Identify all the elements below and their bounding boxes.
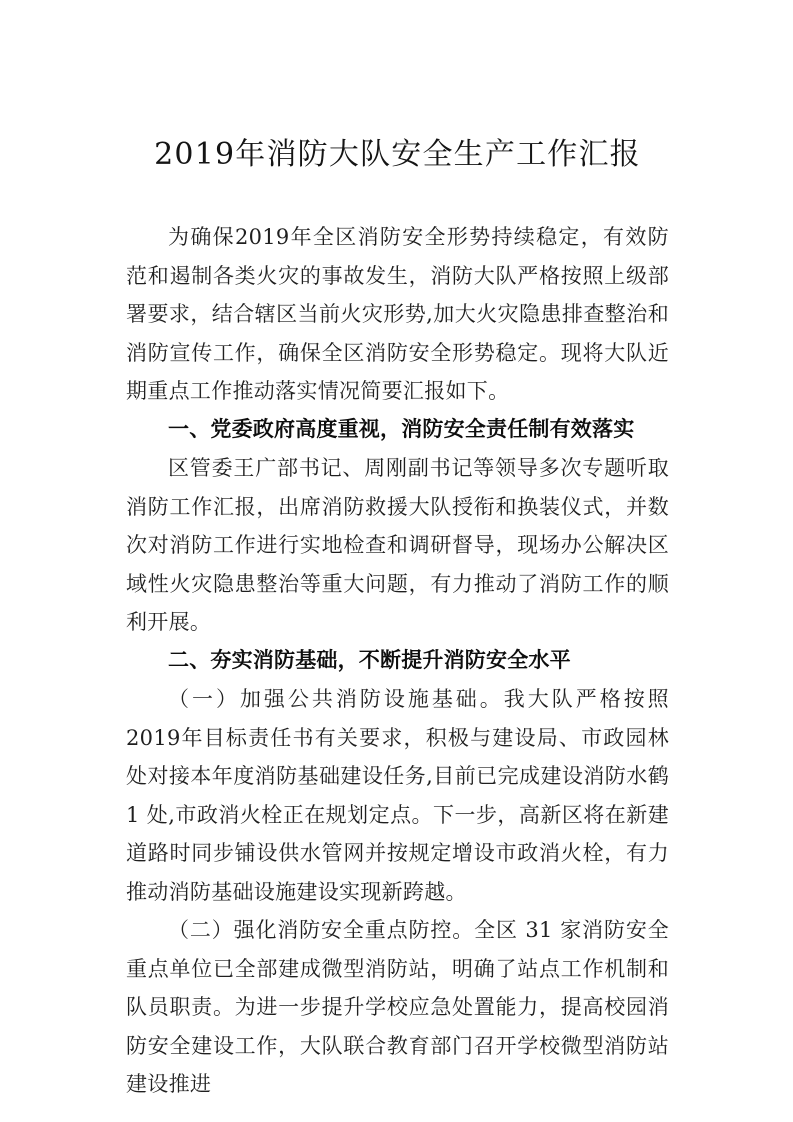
section-two-paragraph-a: （一）加强公共消防设施基础。我大队严格按照2019年目标责任书有关要求，积极与建设局、市政园林处对接本年度消防基础建设任务,目前已完成建设消防水鹤 1 处,市政消火栓正在规划定点。下一步，高新区将在新建道路时同步铺设供水管网并按规定增设市政消火栓，有力推动消防基础设施建设实现新跨越。 [126, 687, 669, 904]
title-spacer [126, 178, 669, 218]
page-title: 2019年消防大队安全生产工作汇报 [154, 137, 641, 172]
intro-paragraph: 为确保2019年全区消防安全形势持续稳定，有效防范和遏制各类火灾的事故发生，消防大队严格按照上级部署要求，结合辖区当前火灾形势,加大火灾隐患排查整治和消防宣传工作，确保全区消防安全形势稳定。现将大队近期重点工作推动落实情况简要汇报如下。 [126, 225, 669, 403]
page-content-area [126, 118, 669, 1104]
section-one-paragraph: 区管委王广部书记、周刚副书记等领导多次专题听取消防工作汇报，出席消防救援大队授衔和换装仪式，并数次对消防工作进行实地检查和调研督导，现场办公解决区域性火灾隐患整治等重大问题，有力推动了消防工作的顺利开展。 [126, 456, 669, 634]
section-two-paragraph-b: （二）强化消防安全重点防控。全区 31 家消防安全重点单位已全部建成微型消防站，明确了站点工作机制和队员职责。为进一步提升学校应急处置能力，提高校园消防安全建设工作，大队联合教育部门召开学校微型消防站建设推进 [126, 918, 669, 1096]
section-heading-two: 二、夯实消防基础，不断提升消防安全水平 [168, 648, 571, 672]
section-heading-one: 一、党委政府高度重视，消防安全责任制有效落实 [168, 417, 635, 441]
